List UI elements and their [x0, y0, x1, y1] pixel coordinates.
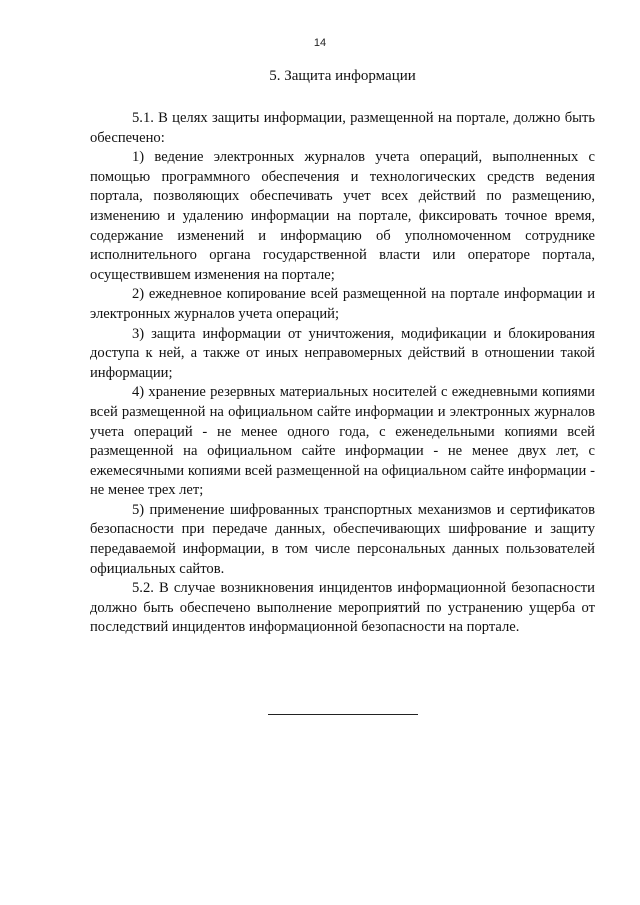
section-title: 5. Защита информации — [269, 68, 416, 84]
end-of-document-rule — [268, 714, 418, 715]
list-item-4: 4) хранение резервных материальных носителей с ежедневными копиями всей размещенной на официальном сайте информации и электронных журналов учета операций - не менее одного года, с еженедельными копиями всей размещенной на официальном сайте информации - не менее двух лет, с ежемесячными копиями всей размещенной на официальном сайте информации - не менее трех лет; — [90, 384, 595, 499]
list-item-5: 5) применение шифрованных транспортных механизмов и сертификатов безопасности при передаче данных, обеспечивающих шифрование и защиту передаваемой информации, в том числе персональных данных пользователей официальных сайтов. — [90, 501, 595, 577]
document-body — [90, 109, 595, 638]
page-number: 14 — [313, 37, 327, 49]
paragraph-5-1: 5.1. В целях защиты информации, размещенной на портале, должно быть обеспечено: — [90, 110, 595, 146]
list-item-3: 3) защита информации от уничтожения, модификации и блокирования доступа к ней, а также от иных неправомерных действий в отношении такой информации; — [90, 325, 595, 381]
list-item-2: 2) ежедневное копирование всей размещенной на портале информации и электронных журналов учета операций; — [90, 286, 595, 322]
list-item-1: 1) ведение электронных журналов учета операций, выполненных с помощью программного обеспечения и технологических средств ведения портала, позволяющих обеспечивать учет всех действий по размещению, изменению и удалению информации на портале, фиксировать точное время, содержание изменений и информацию об уполномоченном сотруднике исполнительного органа государственной власти или операторе портала, осуществившем изменения на портале; — [90, 149, 595, 283]
paragraph-5-2: 5.2. В случае возникновения инцидентов информационной безопасности должно быть обеспечено выполнение мероприятий по устранению ущерба от последствий инцидентов информационной безопасности на портале. — [90, 580, 595, 636]
